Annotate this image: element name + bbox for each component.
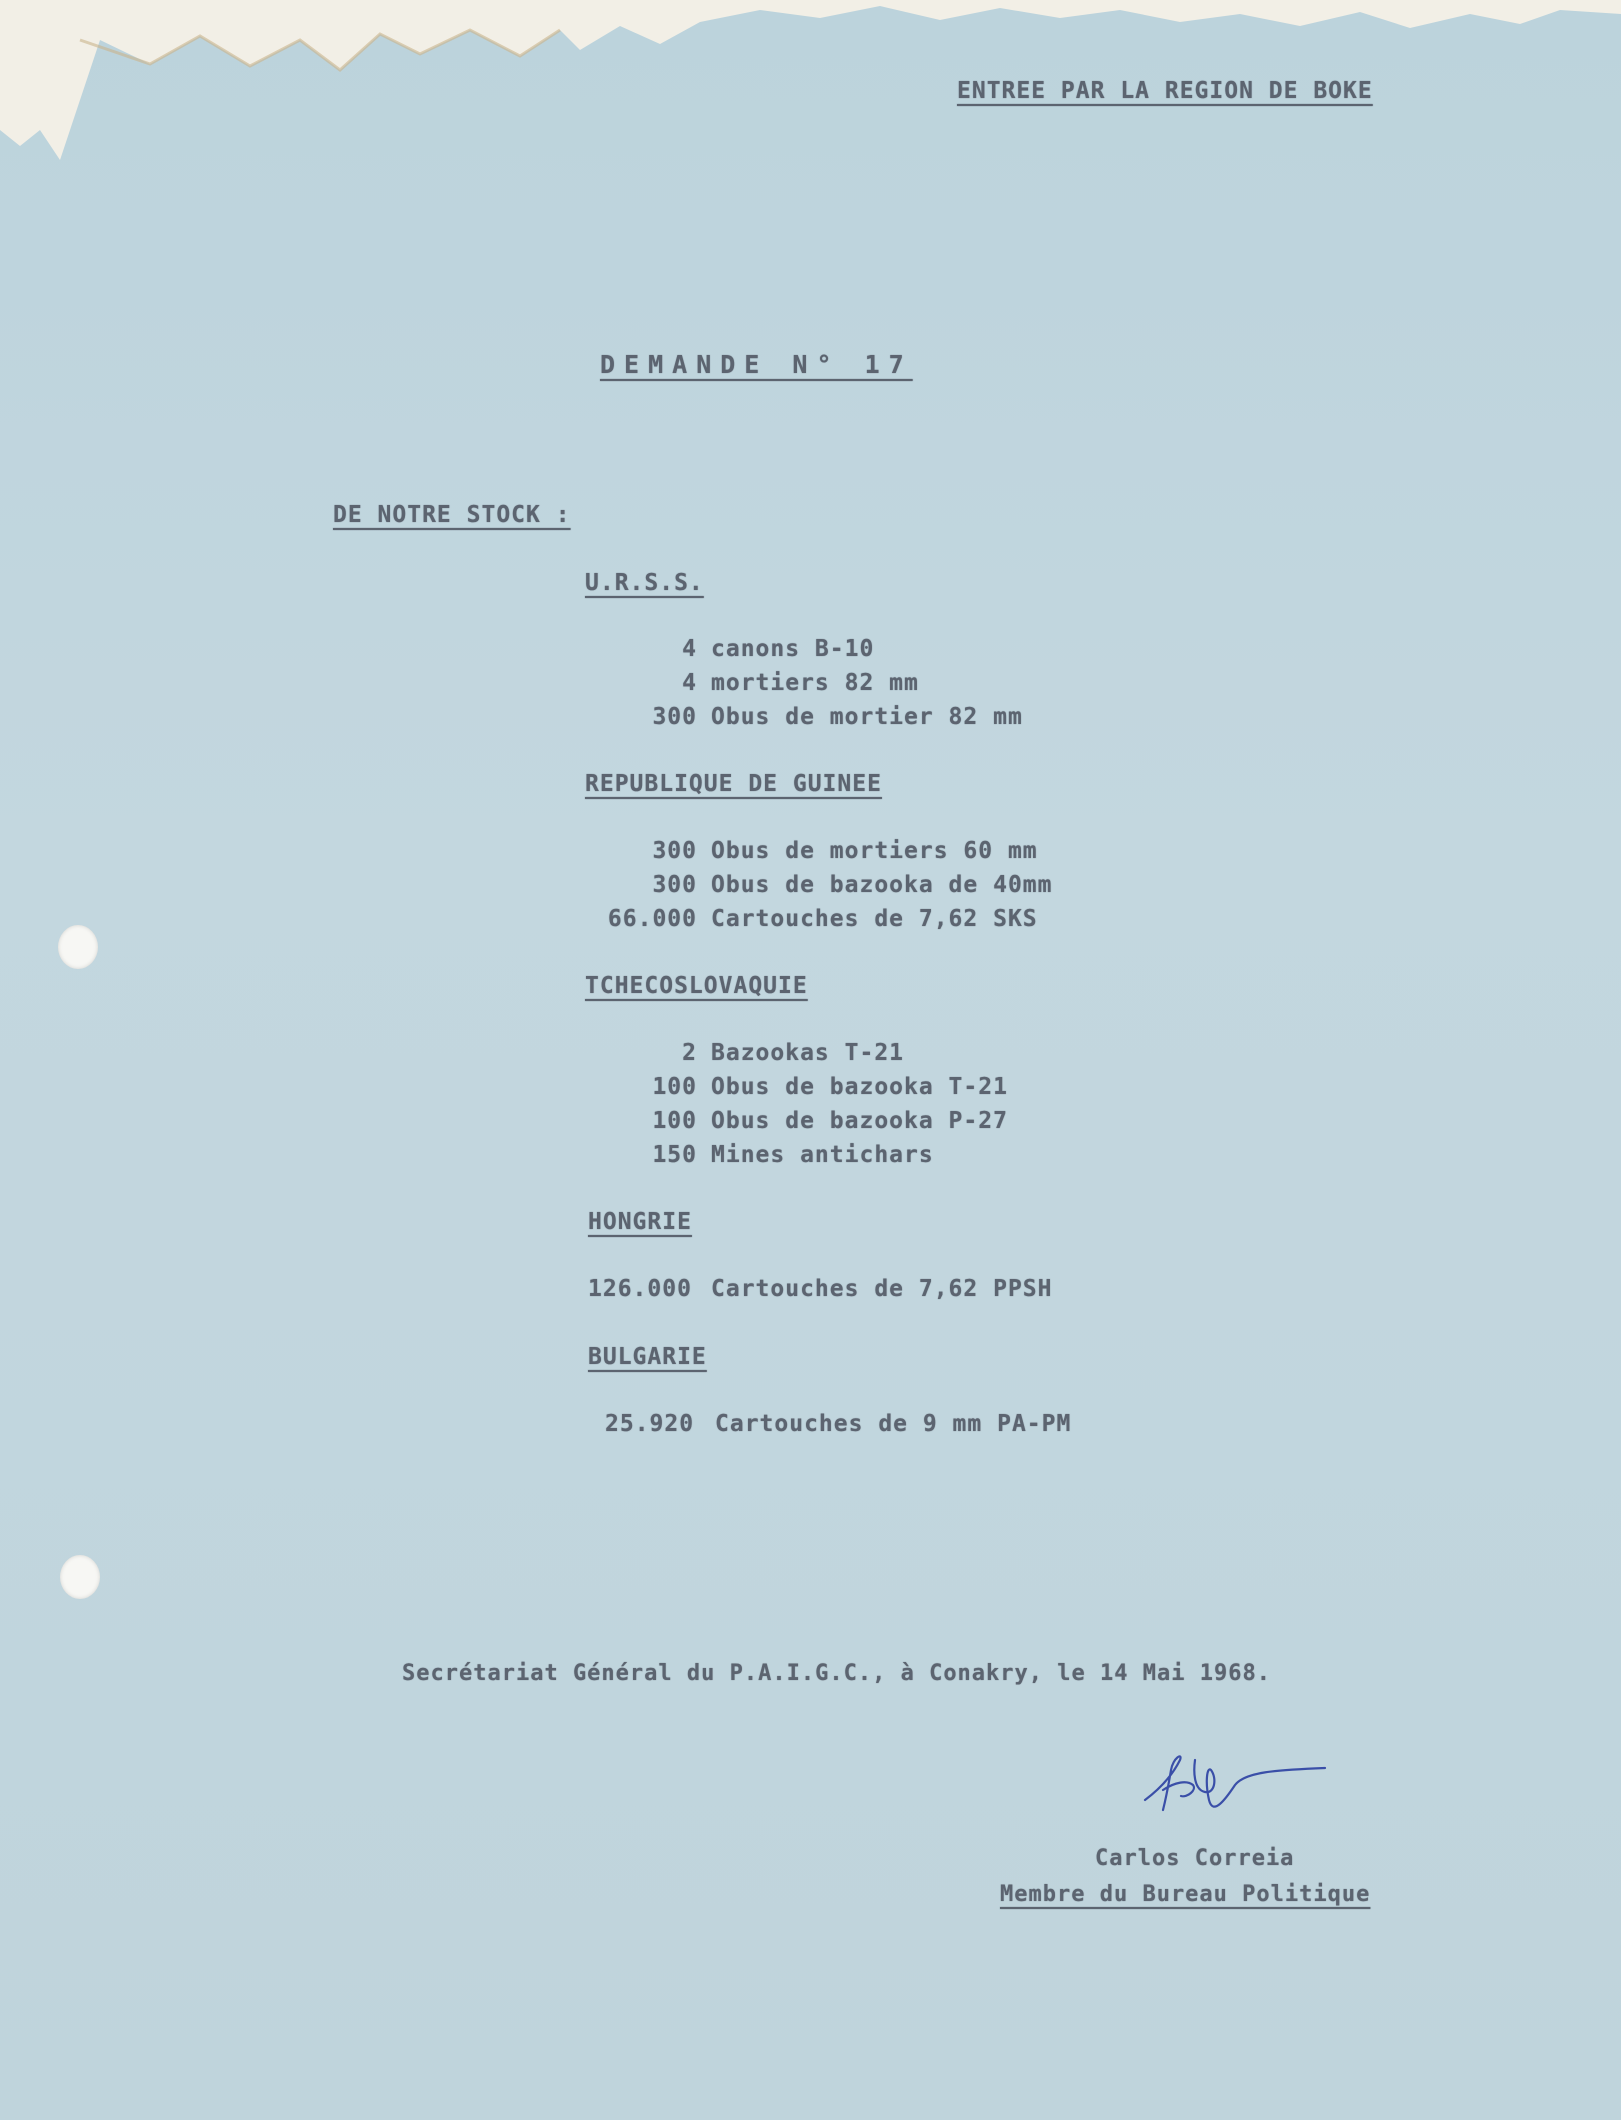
- section-heading-tchecoslovaquie: TCHECOSLOVAQUIE: [585, 973, 808, 999]
- item-qty: 300: [652, 704, 697, 730]
- item-qty: 25.920: [605, 1411, 695, 1437]
- item-qty: 126.000: [588, 1276, 692, 1302]
- item-desc: Obus de bazooka de 40mm: [711, 872, 1053, 898]
- signatory-title: Membre du Bureau Politique: [1000, 1882, 1371, 1907]
- handwritten-signature: [1135, 1730, 1335, 1820]
- item-desc: Mines antichars: [711, 1142, 934, 1168]
- item-desc: Obus de bazooka P-27: [711, 1108, 1008, 1134]
- section-heading-bulgarie: BULGARIE: [588, 1344, 707, 1370]
- stock-heading: DE NOTRE STOCK :: [333, 502, 571, 528]
- item-desc: Obus de mortiers 60 mm: [711, 838, 1038, 864]
- punch-hole-top: [58, 925, 98, 969]
- section-heading-urss: U.R.S.S.: [585, 570, 704, 596]
- document-title: DEMANDE N° 17: [600, 350, 913, 379]
- punch-hole-bottom: [60, 1555, 100, 1599]
- item-qty: 100: [652, 1074, 697, 1100]
- torn-top-edge: [0, 0, 1621, 180]
- item-qty: 4: [682, 636, 697, 662]
- item-desc: Cartouches de 9 mm PA-PM: [715, 1411, 1072, 1437]
- item-qty: 300: [652, 872, 697, 898]
- item-desc: Bazookas T-21: [711, 1040, 905, 1066]
- item-qty: 300: [652, 838, 697, 864]
- item-desc: mortiers 82 mm: [711, 670, 919, 696]
- item-qty: 150: [652, 1142, 697, 1168]
- item-desc: canons B-10: [711, 636, 875, 662]
- item-desc: Obus de mortier 82 mm: [711, 704, 1023, 730]
- item-qty: 4: [682, 670, 697, 696]
- entry-note: ENTREE PAR LA REGION DE BOKE: [957, 78, 1373, 104]
- item-qty: 2: [682, 1040, 697, 1066]
- signatory-name: Carlos Correia: [1095, 1846, 1295, 1871]
- section-heading-hongrie: HONGRIE: [588, 1209, 692, 1235]
- item-qty: 100: [652, 1108, 697, 1134]
- item-qty: 66.000: [607, 906, 697, 932]
- section-heading-guinee: REPUBLIQUE DE GUINEE: [585, 771, 882, 797]
- item-desc: Cartouches de 7,62 SKS: [711, 906, 1038, 932]
- place-date-line: Secrétariat Général du P.A.I.G.C., à Conakry, le 14 Mai 1968.: [402, 1661, 1271, 1686]
- item-desc: Obus de bazooka T-21: [711, 1074, 1008, 1100]
- item-desc: Cartouches de 7,62 PPSH: [711, 1276, 1053, 1302]
